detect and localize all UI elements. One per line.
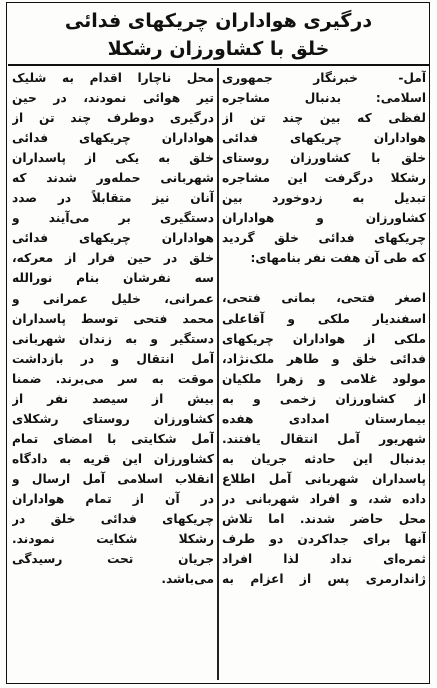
text-line: تبدیل به زدوخورد بین: [222, 191, 426, 206]
text-line: که طی آن هفت نفر بنامهای:: [250, 251, 426, 266]
text-line: عمرانی، خلیل عمرانی و: [12, 291, 214, 306]
text-line: بیش از سیصد نفر از: [12, 391, 214, 406]
text-line: پاسداران شهربانی آمل اطلاع: [222, 471, 426, 486]
text-line: دستگیر و به زندان شهربانی: [12, 331, 214, 346]
text-line: از کشاورزان زخمی و به: [222, 391, 426, 406]
text-line: کشاورزان این قریه به دادگاه: [12, 451, 214, 466]
text-line: انقلاب اسلامی آمل ارسال و: [12, 471, 214, 486]
left-column: [12, 68, 214, 589]
text-line: رشکلا درگرفت این مشاجره: [222, 171, 426, 186]
text-line: شهریور آمل انتقال یافتند.: [222, 431, 426, 446]
text-line: سه نفرشان بنام نورالله: [12, 271, 214, 286]
text-line: اسفندیار ملکی و آقاعلی: [222, 311, 426, 326]
text-line: خلق در حین فرار از معرکه،: [12, 251, 214, 266]
text-line: محمد فتحی توسط پاسداران: [12, 311, 214, 326]
text-line: ژاندارمری پس از اعزام به: [222, 572, 426, 587]
text-line: هواداران چریکهای فدائی: [12, 231, 214, 246]
text-line: بیمارستان امدادی هفده: [222, 411, 426, 426]
text-line: دستگیری بر می‌آیند و: [12, 211, 214, 226]
text-line: چریکهای فدائی خلق گردید: [222, 231, 426, 246]
text-line: خلق با کشاورزان روستای: [222, 151, 426, 166]
text-line: رشکلا شکایت نمودند.: [12, 532, 214, 547]
text-line: اصغر فتحی، بمانی فتحی،: [222, 291, 426, 306]
text-line: آمل انتقال و در بازداشت: [12, 351, 214, 366]
text-line: تیر هوائی نمودند، در حین: [12, 91, 214, 106]
headline-line-2: خلق با کشاورزان رشکلا: [107, 38, 330, 60]
text-line: آنان نیز متقابلاً در صدد: [12, 191, 214, 206]
text-line: ثمره‌ای نداد لذا افراد: [222, 552, 426, 567]
right-column: [222, 68, 426, 589]
text-line: محل ناچارا اقدام به شلیک: [12, 71, 214, 85]
text-line: جریان تحت رسیدگی: [12, 552, 214, 567]
text-line: داده شد، و افراد شهربانی در: [222, 491, 426, 506]
text-line: در آن از تمام هواداران: [12, 491, 214, 506]
headline: [8, 4, 429, 66]
text-line: کشاورزان روستای رشکلای: [12, 411, 214, 426]
text-line: آمل- خبرنگار جمهوری: [222, 71, 426, 85]
column-divider: [217, 68, 219, 680]
text-line: کشاورزان و هواداران: [222, 211, 426, 226]
text-line: می‌باشد.: [161, 572, 214, 587]
text-line: ملکی از هواداران چریکهای: [222, 331, 426, 346]
text-line: چریکهای فدائی خلق در: [12, 512, 214, 527]
text-line: آمل شکایتی با امضای تمام: [12, 431, 214, 446]
headline-line-1: درگیری هواداران چریکهای فدائی: [64, 10, 373, 32]
text-line: محل حاضر شدند. اما تلاش: [222, 511, 426, 526]
text-line: هواداران چریکهای فدائی: [222, 131, 426, 146]
text-line: موقت به سر می‌برند. ضمنا: [12, 371, 214, 386]
text-line: خلق به یکی از پاسداران: [12, 151, 214, 166]
text-line: اسلامی: بدنبال مشاجره: [222, 91, 426, 106]
text-line: آنها برای جداکردن دو طرف: [222, 532, 426, 547]
right-paragraph-2: [222, 288, 426, 589]
text-line: مولود غلامی و زهرا ملکیان: [222, 371, 426, 386]
text-line: لفظی که بین چند تن از: [222, 111, 426, 126]
right-paragraph-1: [222, 68, 426, 268]
text-line: شهربانی حمله‌ور شدند که: [12, 171, 214, 186]
text-line: هواداران چریکهای فدائی: [12, 131, 214, 146]
text-line: درگیری دوطرف چند تن از: [12, 111, 214, 126]
text-line: بدنبال این حادثه جریان به: [222, 451, 426, 466]
text-line: فدائی خلق و طاهر ملک‌نژاد،: [222, 351, 426, 366]
